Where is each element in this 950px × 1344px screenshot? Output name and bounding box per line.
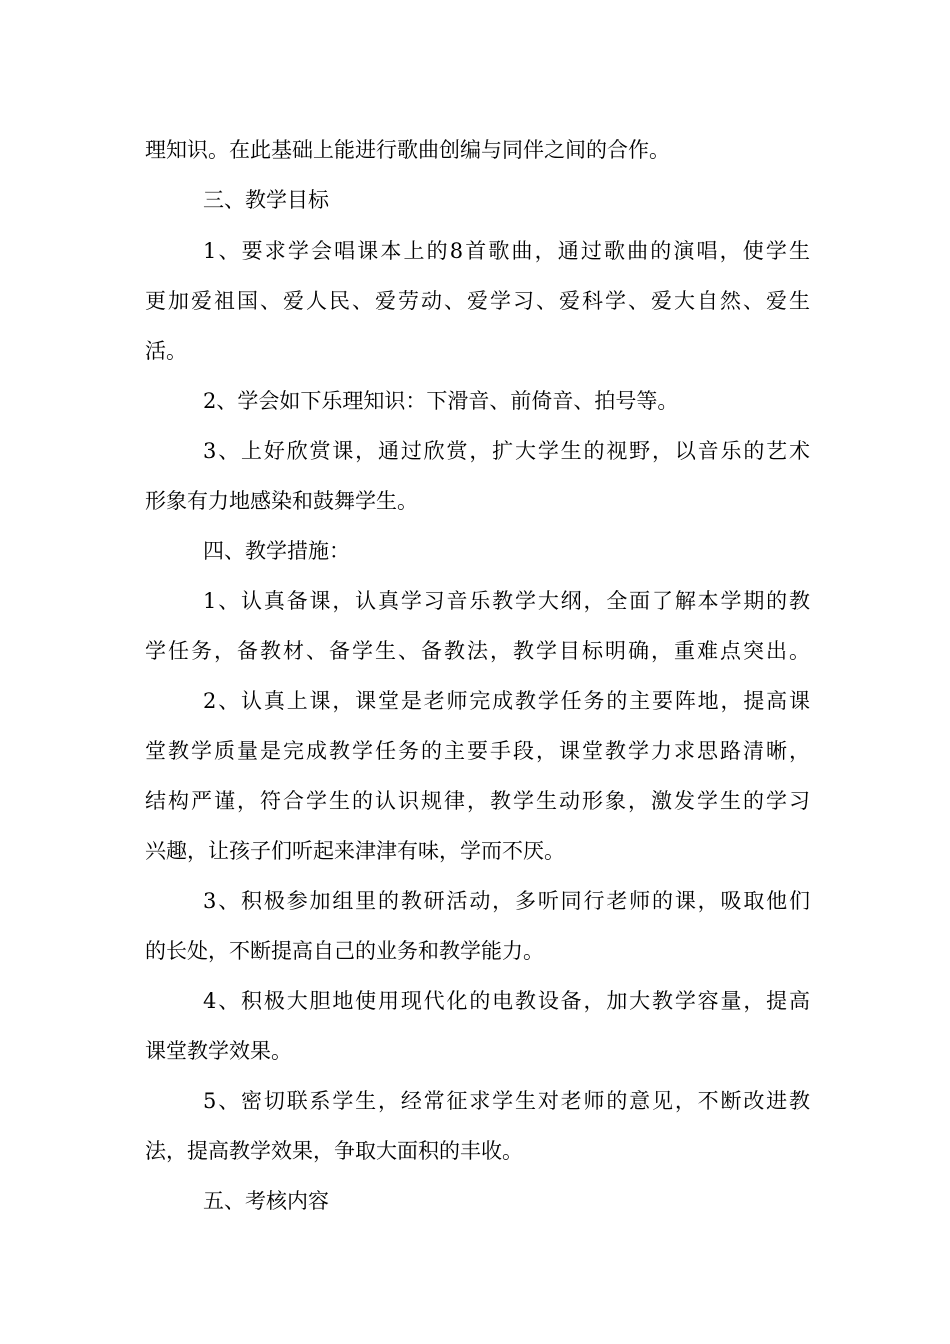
text-line: 结构严谨，符合学生的认识规律，教学生动形象，激发学生的学习 <box>145 789 810 813</box>
text-line: 的长处，不断提高自己的业务和教学能力。 <box>145 939 544 963</box>
text-line: 4、积极大胆地使用现代化的电教设备，加大教学容量，提高 <box>203 989 810 1013</box>
section-heading: 三、教学目标 <box>203 188 329 212</box>
text-line: 法，提高教学效果，争取大面积的丰收。 <box>145 1139 523 1163</box>
text-line: 2、认真上课，课堂是老师完成教学任务的主要阵地，提高课 <box>203 689 810 713</box>
text-line: 课堂教学效果。 <box>145 1039 292 1063</box>
text-line: 1、认真备课，认真学习音乐教学大纲，全面了解本学期的教 <box>203 589 810 613</box>
text-line: 兴趣，让孩子们听起来津津有味，学而不厌。 <box>145 839 565 863</box>
section-heading: 四、教学措施： <box>203 539 350 563</box>
text-line: 理知识。在此基础上能进行歌曲创编与同伴之间的合作。 <box>145 138 670 162</box>
text-line: 3、上好欣赏课，通过欣赏，扩大学生的视野，以音乐的艺术 <box>203 439 810 463</box>
text-line: 形象有力地感染和鼓舞学生。 <box>145 489 418 513</box>
text-line: 1、要求学会唱课本上的8首歌曲，通过歌曲的演唱，使学生 <box>203 239 810 263</box>
text-line: 5、密切联系学生，经常征求学生对老师的意见，不断改进教 <box>203 1089 810 1113</box>
text-line: 3、积极参加组里的教研活动，多听同行老师的课，吸取他们 <box>203 889 810 913</box>
text-line: 堂教学质量是完成教学任务的主要手段，课堂教学力求思路清晰， <box>145 739 810 763</box>
text-line: 学任务，备教材、备学生、备教法，教学目标明确，重难点突出。 <box>145 639 810 663</box>
section-heading: 五、考核内容 <box>203 1189 329 1213</box>
text-line: 更加爱祖国、爱人民、爱劳动、爱学习、爱科学、爱大自然、爱生 <box>145 289 810 313</box>
text-line: 活。 <box>145 339 187 363</box>
text-line: 2、学会如下乐理知识：下滑音、前倚音、拍号等。 <box>203 389 679 413</box>
